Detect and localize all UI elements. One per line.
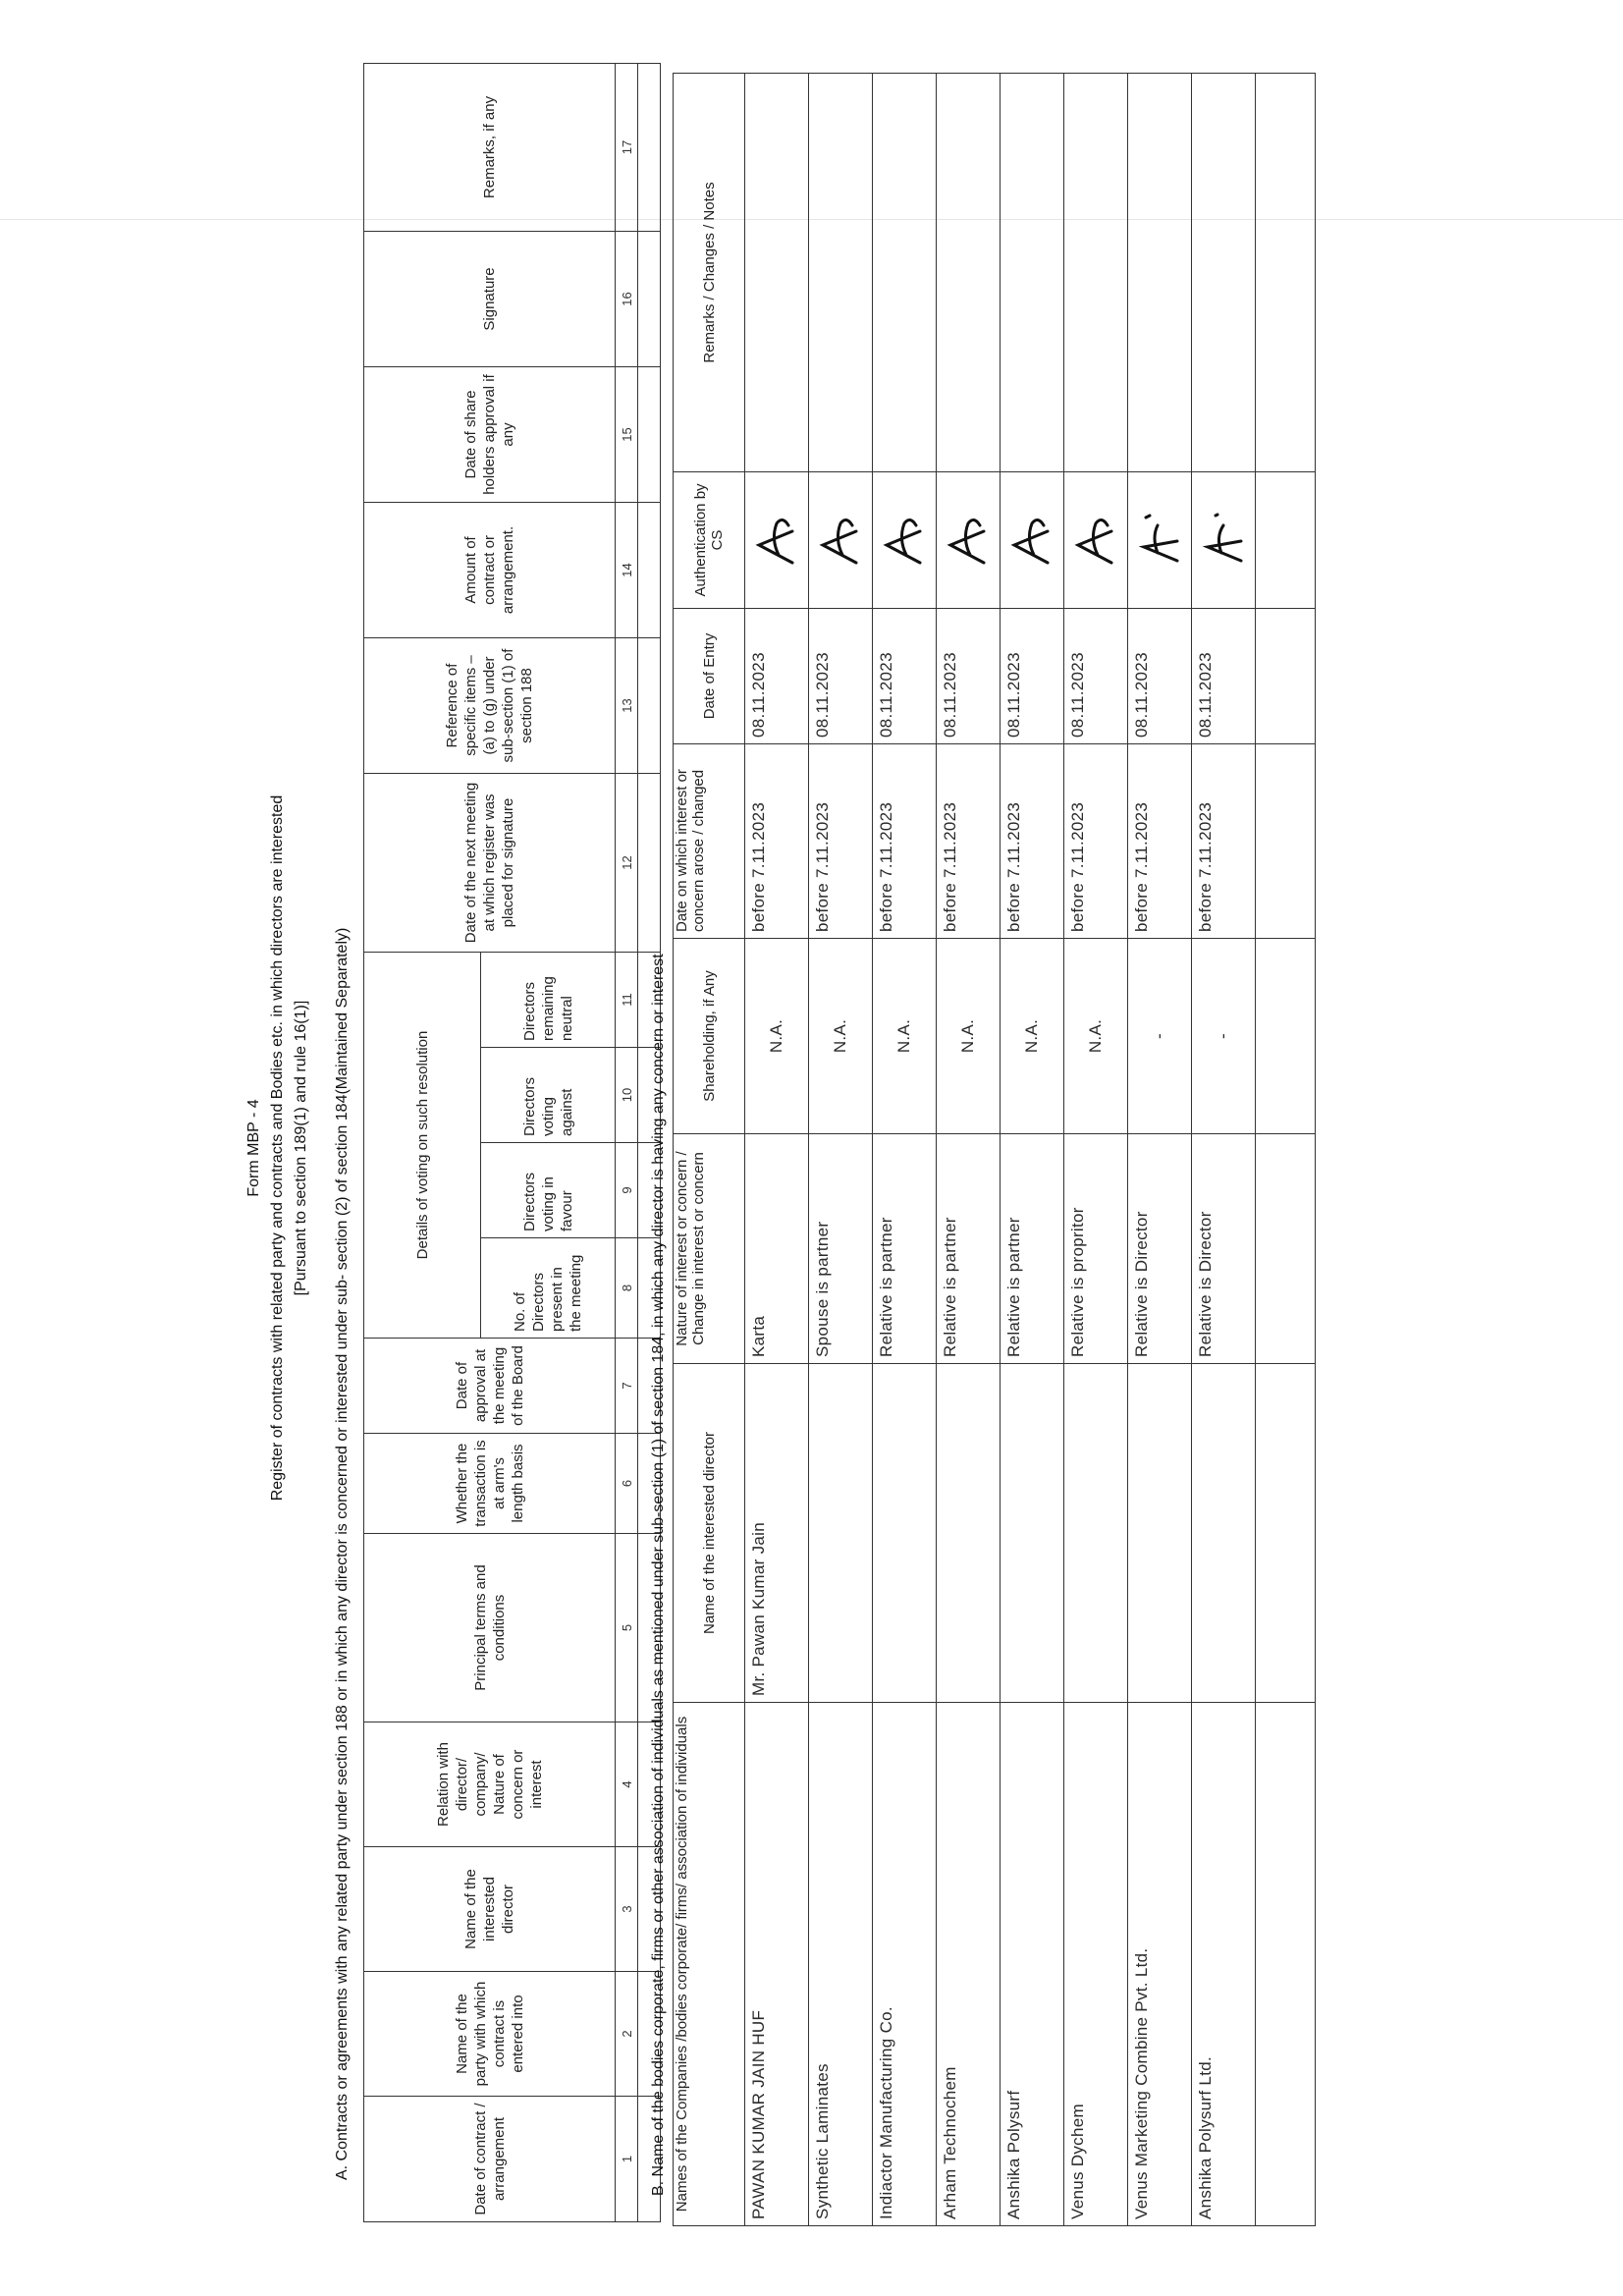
col-header-date-contract: Date of contract / arrangement — [364, 2097, 616, 2222]
table-row — [1001, 74, 1064, 2226]
shareholding: N.A. — [873, 939, 937, 1134]
nature-of-interest: Relative is partner — [937, 1134, 1001, 1364]
column-number: 6 — [616, 1434, 638, 1534]
col-header-companies: Names of the Companies /bodies corporate/ firms/ association of individuals — [674, 1703, 745, 2226]
col-header-signature: Signature — [364, 231, 616, 366]
section-b-heading: B. Name of the bodies corporate, firms or other association of individuals as mentioned under sub-section (1) of section 184, in which any director is having any concern or interest — [650, 954, 667, 2196]
column-number: 3 — [616, 1847, 638, 1972]
col-header-next-meeting: Date of the next meeting at which register was placed for signature — [364, 773, 616, 952]
column-number: 2 — [616, 1972, 638, 2097]
col-header-amount: Amount of contract or arrangement. — [364, 502, 616, 637]
interested-director — [937, 1364, 1001, 1703]
date-arose: before 7.11.2023 — [1128, 744, 1192, 939]
cs-signature-icon — [753, 506, 800, 574]
date-of-entry: 08.11.2023 — [1128, 609, 1192, 744]
remarks-cell — [745, 74, 809, 472]
remarks-cell — [1001, 74, 1064, 472]
shareholding: - — [1192, 939, 1256, 1134]
col-header-interested-director: Name of the interested director — [364, 1847, 616, 1972]
table-row — [1192, 74, 1256, 2226]
interested-director — [1192, 1364, 1256, 1703]
column-number: 14 — [616, 502, 638, 637]
col-header-directors-present: No. of Directors present in the meeting — [481, 1238, 616, 1339]
column-number: 12 — [616, 773, 638, 952]
interested-director — [809, 1364, 873, 1703]
remarks-cell — [937, 74, 1001, 472]
table-row — [745, 74, 809, 2226]
column-number: 8 — [616, 1238, 638, 1339]
contracts-table — [363, 63, 661, 2222]
table-a-header-row — [364, 63, 481, 2221]
interested-director — [1128, 1364, 1192, 1703]
company-name: Anshika Polysurf Ltd. — [1192, 1703, 1256, 2226]
nature-of-interest: Relative is partner — [873, 1134, 937, 1364]
nature-of-interest: Relative is Director — [1128, 1134, 1192, 1364]
col-header-reference-items: Reference of specific items – (a) to (g) under sub-section (1) of section 188 — [364, 637, 616, 773]
form-subtitle: Register of contracts with related party and contracts and Bodies etc. in which directors are interested — [269, 794, 286, 1502]
column-number: 4 — [616, 1722, 638, 1847]
column-number: 16 — [616, 231, 638, 366]
col-header-nature-of-interest: Nature of interest or concern / Change in interest or concern — [674, 1134, 745, 1364]
cs-signature-icon — [881, 506, 928, 574]
column-number: 10 — [616, 1048, 638, 1143]
authentication-cell — [1128, 472, 1192, 609]
interested-director — [1001, 1364, 1064, 1703]
col-header-party-name: Name of the party with which contract is entered into — [364, 1972, 616, 2097]
cs-signature-icon — [1136, 506, 1183, 574]
date-of-entry: 08.11.2023 — [809, 609, 873, 744]
table-a-number-row — [616, 63, 638, 2221]
table-row — [873, 74, 937, 2226]
authentication-cell — [873, 472, 937, 609]
col-header-date-of-entry: Date of Entry — [674, 609, 745, 744]
col-header-authentication: Authentication by CS — [674, 472, 745, 609]
interests-table — [673, 73, 1316, 2226]
company-name: Venus Dychem — [1064, 1703, 1128, 2226]
interested-director — [873, 1364, 937, 1703]
table-row-blank — [1256, 74, 1316, 2226]
col-header-relation: Relation with director/ company/ Nature of concern or interest — [364, 1722, 616, 1847]
table-b-header-row — [674, 74, 745, 2226]
column-number: 1 — [616, 2097, 638, 2222]
col-header-principal-terms: Principal terms and conditions — [364, 1534, 616, 1722]
col-header-voting-details: Details of voting on such resolution — [364, 952, 481, 1338]
col-header-remarks-notes: Remarks / Changes / Notes — [674, 74, 745, 472]
column-number: 17 — [616, 63, 638, 231]
authentication-cell — [937, 472, 1001, 609]
shareholding: N.A. — [1064, 939, 1128, 1134]
shareholding: - — [1128, 939, 1192, 1134]
col-header-date-arose: Date on which interest or concern arose / changed — [674, 744, 745, 939]
authentication-cell — [809, 472, 873, 609]
remarks-cell — [873, 74, 937, 472]
column-number: 11 — [616, 952, 638, 1047]
date-of-entry: 08.11.2023 — [1001, 609, 1064, 744]
remarks-cell — [1128, 74, 1192, 472]
cs-signature-icon — [945, 506, 992, 574]
shareholding: N.A. — [937, 939, 1001, 1134]
form-title: Form MBP - 4 — [245, 1099, 262, 1197]
authentication-cell — [1001, 472, 1064, 609]
shareholding: N.A. — [809, 939, 873, 1134]
nature-of-interest: Spouse is partner — [809, 1134, 873, 1364]
nature-of-interest: Relative is Director — [1192, 1134, 1256, 1364]
authentication-cell — [1064, 472, 1128, 609]
date-of-entry: 08.11.2023 — [1192, 609, 1256, 744]
interested-director: Mr. Pawan Kumar Jain — [745, 1364, 809, 1703]
col-header-arms-length: Whether the transaction is at arm's length basis — [364, 1434, 616, 1534]
form-pursuant: [Pursuant to section 189(1) and rule 16(1)] — [293, 1000, 309, 1296]
col-header-approval-date: Date of approval at the meeting of the Board — [364, 1339, 616, 1434]
date-of-entry: 08.11.2023 — [873, 609, 937, 744]
col-header-shareholder-approval: Date of share holders approval if any — [364, 366, 616, 502]
nature-of-interest: Karta — [745, 1134, 809, 1364]
date-arose: before 7.11.2023 — [745, 744, 809, 939]
cs-signature-icon — [1200, 506, 1247, 574]
company-name: Indiactor Manufacturing Co. — [873, 1703, 937, 2226]
company-name: Venus Marketing Combine Pvt. Ltd. — [1128, 1703, 1192, 2226]
cs-signature-icon — [1008, 506, 1055, 574]
remarks-cell — [1192, 74, 1256, 472]
col-header-remaining-neutral: Directors remaining neutral — [481, 952, 616, 1047]
company-name: PAWAN KUMAR JAIN HUF — [745, 1703, 809, 2226]
section-a-heading: A. Contracts or agreements with any related party under section 188 or in which any director is concerned or interested under sub- section (2) of section 184(Maintained Separately) — [334, 927, 351, 2180]
date-of-entry: 08.11.2023 — [937, 609, 1001, 744]
column-number: 5 — [616, 1534, 638, 1722]
col-header-voting-against: Directors voting against — [481, 1048, 616, 1143]
authentication-cell — [745, 472, 809, 609]
remarks-cell — [1064, 74, 1128, 472]
company-name: Anshika Polysurf — [1001, 1703, 1064, 2226]
remarks-cell — [809, 74, 873, 472]
cs-signature-icon — [1072, 506, 1119, 574]
cs-signature-icon — [817, 506, 864, 574]
date-arose: before 7.11.2023 — [1001, 744, 1064, 939]
table-row — [937, 74, 1001, 2226]
column-number: 9 — [616, 1143, 638, 1238]
date-arose: before 7.11.2023 — [1064, 744, 1128, 939]
company-name: Synthetic Laminates — [809, 1703, 873, 2226]
date-arose: before 7.11.2023 — [809, 744, 873, 939]
table-row — [1064, 74, 1128, 2226]
interested-director — [1064, 1364, 1128, 1703]
authentication-cell — [1192, 472, 1256, 609]
col-header-interested-director: Name of the interested director — [674, 1364, 745, 1703]
date-arose: before 7.11.2023 — [937, 744, 1001, 939]
nature-of-interest: Relative is partner — [1001, 1134, 1064, 1364]
date-arose: before 7.11.2023 — [1192, 744, 1256, 939]
date-arose: before 7.11.2023 — [873, 744, 937, 939]
column-number: 7 — [616, 1339, 638, 1434]
date-of-entry: 08.11.2023 — [745, 609, 809, 744]
col-header-shareholding: Shareholding, if Any — [674, 939, 745, 1134]
shareholding: N.A. — [745, 939, 809, 1134]
col-header-remarks: Remarks, if any — [364, 63, 616, 231]
column-number: 13 — [616, 637, 638, 773]
table-row — [1128, 74, 1192, 2226]
nature-of-interest: Relative is propritor — [1064, 1134, 1128, 1364]
date-of-entry: 08.11.2023 — [1064, 609, 1128, 744]
table-row — [809, 74, 873, 2226]
column-number: 15 — [616, 366, 638, 502]
company-name: Arham Technochem — [937, 1703, 1001, 2226]
col-header-voting-favour: Directors voting in favour — [481, 1143, 616, 1238]
shareholding: N.A. — [1001, 939, 1064, 1134]
